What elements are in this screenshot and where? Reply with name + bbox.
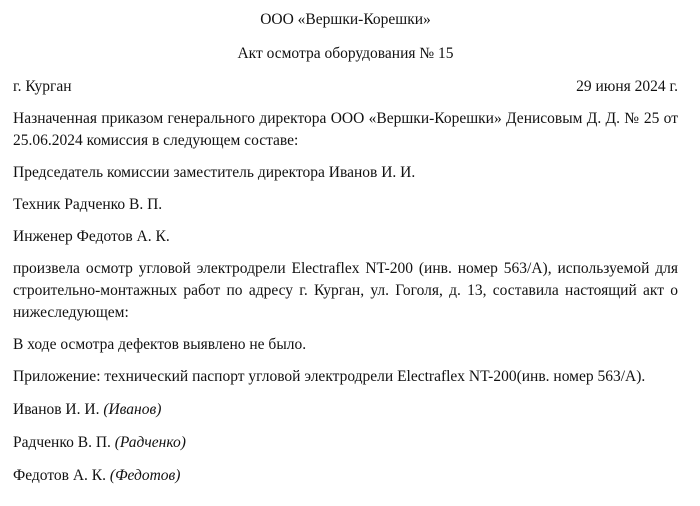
intro-paragraph: Назначенная приказом генерального директора ООО «Вершки-Корешки» Денисовым Д. Д. № 25 от 25.06.2024 комиссия в следующем составе:	[13, 110, 678, 149]
signature: (Радченко)	[114, 434, 186, 451]
inspection-paragraph: произвела осмотр угловой электродрели Electraflex NT-200 (инв. номер 563/А), используемой для строительно-монтажных работ по адресу г. Курган, ул. Гоголя, д. 13, составила настоящий акт о нижеследующем:	[13, 260, 678, 321]
signature-line	[13, 432, 678, 454]
result-line: В ходе осмотра дефектов выявлено не было.	[13, 336, 307, 353]
city: г. Курган	[13, 78, 72, 95]
act-title: Акт осмотра оборудования № 15	[237, 45, 454, 62]
signer-name: Иванов И. И.	[13, 401, 100, 418]
place-date-line	[13, 76, 678, 98]
signature-line	[13, 465, 678, 487]
attachment-paragraph: Приложение: технический паспорт угловой электродрели Electraflex NT-200(инв. номер 563/А).	[13, 368, 646, 385]
signature-line	[13, 399, 678, 421]
signature: (Федотов)	[109, 467, 181, 484]
signer-name: Федотов А. К.	[13, 467, 107, 484]
chairman-line: Председатель комиссии заместитель директора Иванов И. И.	[13, 164, 416, 181]
signer-name: Радченко В. П.	[13, 434, 111, 451]
act-date: 29 июня 2024 г.	[576, 78, 678, 95]
technician-line: Техник Радченко В. П.	[13, 196, 163, 213]
signature: (Иванов)	[103, 401, 162, 418]
organization-name: ООО «Вершки-Корешки»	[260, 11, 431, 28]
engineer-line: Инженер Федотов А. К.	[13, 228, 170, 245]
